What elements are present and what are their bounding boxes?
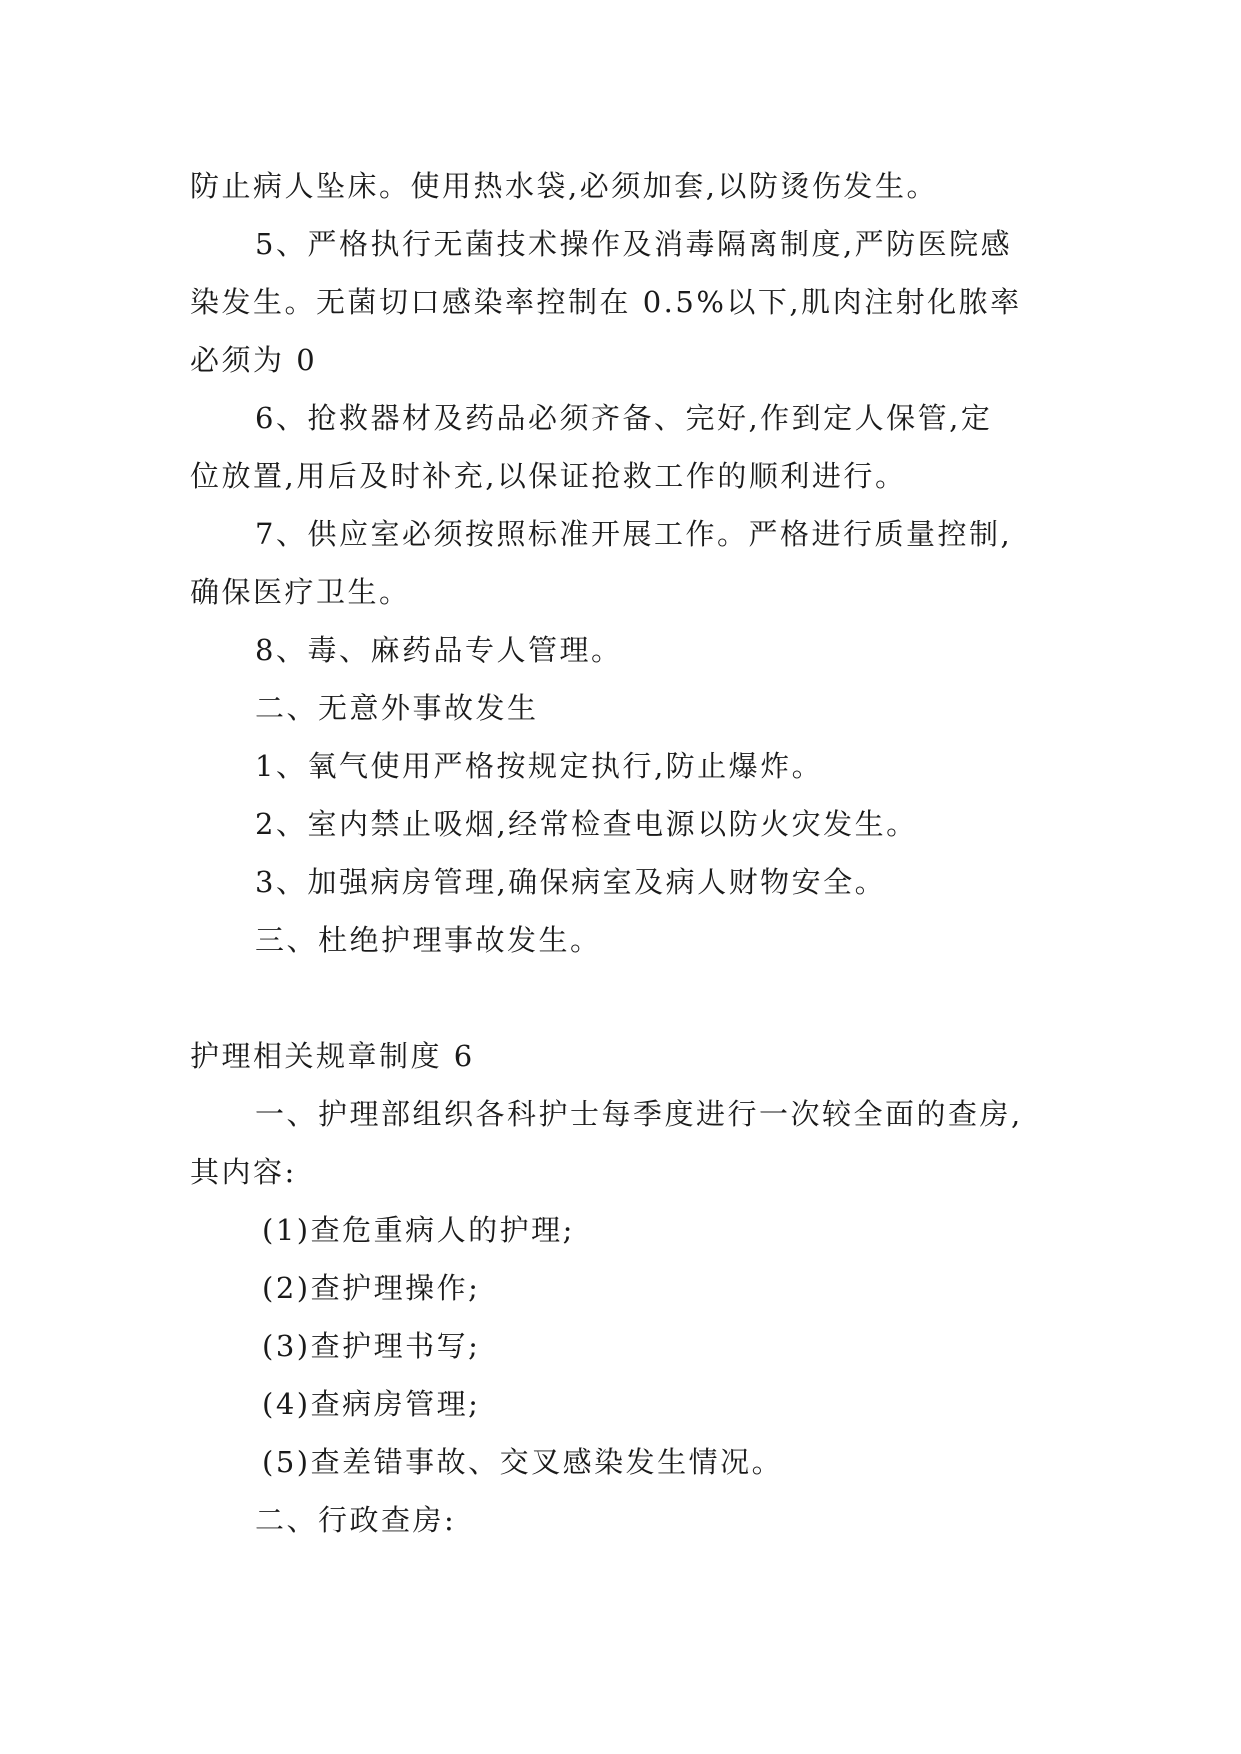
text-line: 必须为 0 <box>190 343 318 377</box>
text-line: 其内容: <box>190 1155 297 1189</box>
list-item: (4)查病房管理; <box>262 1387 481 1421</box>
document-title: 护理相关规章制度 6 <box>190 1039 475 1073</box>
text-line: 确保医疗卫生。 <box>190 575 411 609</box>
text-line: 防止病人坠床。使用热水袋,必须加套,以防烫伤发生。 <box>190 169 938 203</box>
text-line: 2、室内禁止吸烟,经常检查电源以防火灾发生。 <box>255 807 918 841</box>
text-line: 5、严格执行无菌技术操作及消毒隔离制度,严防医院感 <box>255 227 1013 261</box>
text-line: 3、加强病房管理,确保病室及病人财物安全。 <box>255 865 887 899</box>
text-line: 7、供应室必须按照标准开展工作。严格进行质量控制, <box>255 517 1013 551</box>
text-line: 染发生。无菌切口感染率控制在 0.5%以下,肌肉注射化脓率 <box>190 285 1022 319</box>
text-line: 位放置,用后及时补充,以保证抢救工作的顺利进行。 <box>190 459 907 493</box>
list-item: (2)查护理操作; <box>262 1271 481 1305</box>
section-heading: 二、行政查房: <box>255 1503 457 1537</box>
section-heading: 三、杜绝护理事故发生。 <box>255 923 602 957</box>
text-line: 8、毒、麻药品专人管理。 <box>255 633 623 667</box>
list-item: (1)查危重病人的护理; <box>262 1213 575 1247</box>
text-line: 1、氧气使用严格按规定执行,防止爆炸。 <box>255 749 824 783</box>
section-heading: 一、护理部组织各科护士每季度进行一次较全面的查房, <box>255 1097 1023 1131</box>
list-item: (5)查差错事故、交叉感染发生情况。 <box>262 1445 784 1479</box>
section-heading: 二、无意外事故发生 <box>255 691 539 725</box>
list-item: (3)查护理书写; <box>262 1329 481 1363</box>
text-line: 6、抢救器材及药品必须齐备、完好,作到定人保管,定 <box>255 401 993 435</box>
